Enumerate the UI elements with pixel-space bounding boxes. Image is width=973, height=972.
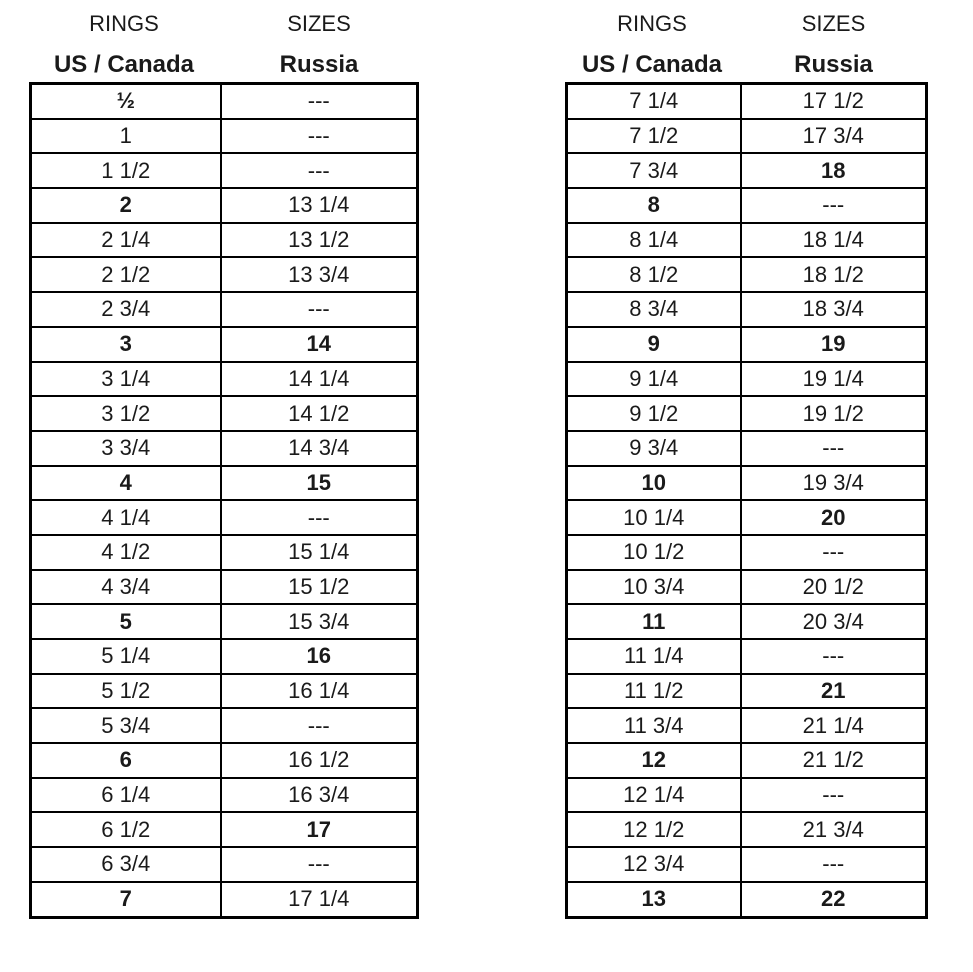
table-row <box>567 431 927 466</box>
us-canada-size-cell: ½ <box>31 84 221 119</box>
us-canada-size-cell: 9 <box>567 327 741 362</box>
us-canada-header: US / Canada <box>53 51 195 78</box>
table-row <box>31 674 418 709</box>
table-row <box>31 362 418 397</box>
russia-size-cell: 19 1/4 <box>741 362 927 397</box>
table-row <box>31 84 418 119</box>
us-canada-size-cell: 11 1/4 <box>567 639 741 674</box>
russia-size-cell: 20 1/2 <box>741 570 927 605</box>
table-row <box>567 604 927 639</box>
us-canada-size-cell: 3 1/2 <box>31 396 221 431</box>
table-row <box>567 708 927 743</box>
table-row <box>567 119 927 154</box>
russia-header: Russia <box>279 51 359 78</box>
us-canada-size-cell: 7 1/2 <box>567 119 741 154</box>
us-canada-size-cell: 1 <box>31 119 221 154</box>
us-canada-size-cell: 5 1/2 <box>31 674 221 709</box>
russia-size-cell: 17 3/4 <box>741 119 927 154</box>
table-row <box>31 466 418 501</box>
us-canada-size-cell: 3 1/4 <box>31 362 221 397</box>
us-canada-size-cell: 6 3/4 <box>31 847 221 882</box>
us-canada-size-cell: 5 3/4 <box>31 708 221 743</box>
table-row <box>567 257 927 292</box>
russia-size-cell: 20 <box>741 500 927 535</box>
rings-header: RINGS <box>89 11 159 36</box>
russia-size-cell: 16 3/4 <box>221 778 418 813</box>
us-canada-size-cell: 5 <box>31 604 221 639</box>
russia-size-cell: 15 3/4 <box>221 604 418 639</box>
us-canada-size-cell: 2 1/2 <box>31 257 221 292</box>
russia-size-cell: --- <box>221 500 418 535</box>
right-header-top <box>565 0 928 48</box>
table-row <box>567 362 927 397</box>
russia-size-cell: 18 1/4 <box>741 223 927 258</box>
table-row <box>567 882 927 917</box>
us-canada-size-cell: 12 3/4 <box>567 847 741 882</box>
russia-size-cell: --- <box>741 188 927 223</box>
left-header-sub <box>29 48 419 82</box>
table-row <box>31 708 418 743</box>
us-canada-size-cell: 9 1/2 <box>567 396 741 431</box>
us-canada-size-cell: 4 1/2 <box>31 535 221 570</box>
russia-size-cell: 14 1/2 <box>221 396 418 431</box>
us-canada-size-cell: 12 1/4 <box>567 778 741 813</box>
us-canada-size-cell: 5 1/4 <box>31 639 221 674</box>
russia-size-cell: 13 3/4 <box>221 257 418 292</box>
russia-size-cell: 21 1/2 <box>741 743 927 778</box>
table-row <box>31 500 418 535</box>
right-header-sub <box>565 48 928 82</box>
us-canada-size-cell: 3 <box>31 327 221 362</box>
us-canada-size-cell: 2 <box>31 188 221 223</box>
us-canada-header: US / Canada <box>581 51 723 78</box>
russia-size-cell: --- <box>221 84 418 119</box>
rings-header: RINGS <box>617 11 687 36</box>
us-canada-size-cell: 4 1/4 <box>31 500 221 535</box>
russia-size-cell: --- <box>741 847 927 882</box>
us-canada-size-cell: 12 <box>567 743 741 778</box>
russia-size-cell: --- <box>221 292 418 327</box>
table-row <box>567 778 927 813</box>
us-canada-size-cell: 8 3/4 <box>567 292 741 327</box>
us-canada-size-cell: 1 1/2 <box>31 153 221 188</box>
russia-size-cell: 16 1/4 <box>221 674 418 709</box>
us-canada-size-cell: 10 1/4 <box>567 500 741 535</box>
table-row <box>567 847 927 882</box>
us-canada-size-cell: 7 <box>31 882 221 917</box>
us-canada-size-cell: 7 1/4 <box>567 84 741 119</box>
russia-size-cell: 15 1/2 <box>221 570 418 605</box>
us-canada-size-cell: 6 <box>31 743 221 778</box>
russia-size-cell: --- <box>741 535 927 570</box>
table-row <box>31 778 418 813</box>
russia-size-cell: 17 <box>221 812 418 847</box>
right-size-panel <box>565 0 928 919</box>
table-row <box>31 327 418 362</box>
table-row <box>567 500 927 535</box>
table-row <box>31 292 418 327</box>
table-row <box>567 812 927 847</box>
russia-size-cell: 17 1/4 <box>221 882 418 917</box>
russia-size-cell: --- <box>221 153 418 188</box>
russia-size-cell: 17 1/2 <box>741 84 927 119</box>
us-canada-size-cell: 6 1/2 <box>31 812 221 847</box>
table-row <box>31 396 418 431</box>
us-canada-size-cell: 8 1/4 <box>567 223 741 258</box>
russia-size-cell: 14 3/4 <box>221 431 418 466</box>
russia-size-cell: 18 1/2 <box>741 257 927 292</box>
russia-size-cell: --- <box>741 778 927 813</box>
us-canada-size-cell: 9 1/4 <box>567 362 741 397</box>
us-canada-size-cell: 12 1/2 <box>567 812 741 847</box>
us-canada-size-cell: 10 1/2 <box>567 535 741 570</box>
table-row <box>567 292 927 327</box>
table-row <box>31 188 418 223</box>
table-row <box>31 882 418 917</box>
us-canada-size-cell: 7 3/4 <box>567 153 741 188</box>
russia-size-cell: --- <box>221 847 418 882</box>
left-header-top <box>29 0 419 48</box>
table-row <box>567 223 927 258</box>
russia-size-cell: 21 <box>741 674 927 709</box>
russia-size-cell: 20 3/4 <box>741 604 927 639</box>
russia-size-cell: 14 1/4 <box>221 362 418 397</box>
us-canada-size-cell: 11 1/2 <box>567 674 741 709</box>
table-row <box>31 743 418 778</box>
left-size-panel <box>29 0 419 919</box>
table-row <box>31 604 418 639</box>
us-canada-size-cell: 10 <box>567 466 741 501</box>
us-canada-size-cell: 3 3/4 <box>31 431 221 466</box>
table-row <box>567 639 927 674</box>
table-row <box>567 535 927 570</box>
table-row <box>567 570 927 605</box>
russia-size-cell: 21 3/4 <box>741 812 927 847</box>
table-row <box>567 674 927 709</box>
russia-size-cell: --- <box>741 431 927 466</box>
table-row <box>31 431 418 466</box>
right-size-table <box>565 82 928 919</box>
table-row <box>31 570 418 605</box>
table-row <box>567 84 927 119</box>
table-row <box>567 327 927 362</box>
us-canada-size-cell: 4 3/4 <box>31 570 221 605</box>
us-canada-size-cell: 11 3/4 <box>567 708 741 743</box>
table-row <box>31 223 418 258</box>
russia-size-cell: 16 <box>221 639 418 674</box>
table-row <box>31 535 418 570</box>
russia-size-cell: --- <box>221 708 418 743</box>
russia-size-cell: 22 <box>741 882 927 917</box>
russia-size-cell: 15 <box>221 466 418 501</box>
russia-size-cell: 21 1/4 <box>741 708 927 743</box>
table-row <box>567 466 927 501</box>
russia-size-cell: --- <box>741 639 927 674</box>
us-canada-size-cell: 4 <box>31 466 221 501</box>
russia-size-cell: 14 <box>221 327 418 362</box>
russia-size-cell: 18 <box>741 153 927 188</box>
russia-size-cell: 19 3/4 <box>741 466 927 501</box>
sizes-header: SIZES <box>287 11 351 36</box>
us-canada-size-cell: 8 <box>567 188 741 223</box>
table-row <box>31 847 418 882</box>
table-row <box>567 188 927 223</box>
us-canada-size-cell: 6 1/4 <box>31 778 221 813</box>
russia-header: Russia <box>794 51 873 78</box>
table-row <box>31 257 418 292</box>
table-row <box>567 743 927 778</box>
russia-size-cell: --- <box>221 119 418 154</box>
russia-size-cell: 13 1/4 <box>221 188 418 223</box>
us-canada-size-cell: 13 <box>567 882 741 917</box>
table-row <box>567 396 927 431</box>
table-row <box>31 812 418 847</box>
table-row <box>31 639 418 674</box>
russia-size-cell: 19 <box>741 327 927 362</box>
russia-size-cell: 18 3/4 <box>741 292 927 327</box>
us-canada-size-cell: 10 3/4 <box>567 570 741 605</box>
russia-size-cell: 13 1/2 <box>221 223 418 258</box>
russia-size-cell: 15 1/4 <box>221 535 418 570</box>
table-row <box>31 119 418 154</box>
russia-size-cell: 19 1/2 <box>741 396 927 431</box>
left-size-table <box>29 82 419 919</box>
us-canada-size-cell: 2 3/4 <box>31 292 221 327</box>
sizes-header: SIZES <box>801 11 866 36</box>
us-canada-size-cell: 9 3/4 <box>567 431 741 466</box>
russia-size-cell: 16 1/2 <box>221 743 418 778</box>
table-row <box>31 153 418 188</box>
us-canada-size-cell: 11 <box>567 604 741 639</box>
us-canada-size-cell: 2 1/4 <box>31 223 221 258</box>
table-row <box>567 153 927 188</box>
us-canada-size-cell: 8 1/2 <box>567 257 741 292</box>
